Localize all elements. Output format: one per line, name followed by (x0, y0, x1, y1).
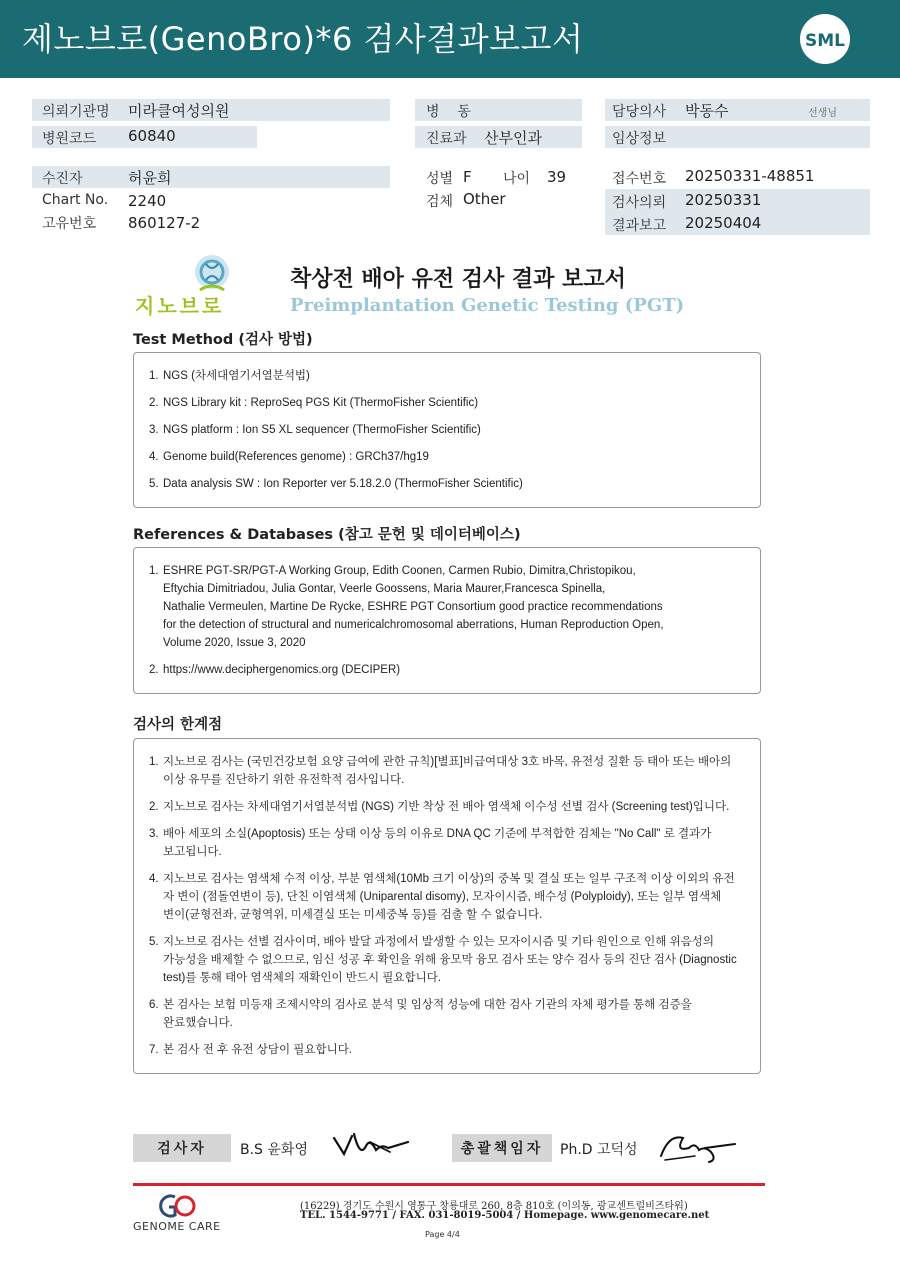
request-value: 20250331 (685, 191, 762, 209)
id-value: 860127-2 (128, 214, 201, 232)
hospital-code-label: 병원코드 (42, 131, 97, 147)
patient-label: 수진자 (42, 171, 83, 187)
specimen-value: Other (463, 190, 506, 208)
age-label: 나이 (503, 171, 531, 187)
specimen-label: 검체 (426, 194, 454, 210)
sml-logo-text: SML (805, 31, 845, 51)
page-number: Page 4/4 (425, 1230, 460, 1239)
request-label: 검사의뢰 (612, 195, 667, 211)
footer-contact: TEL. 1544-9771 / FAX. 031-8019-5004 / Homepage. www.genomecare.net (300, 1210, 710, 1221)
report-value: 20250404 (685, 214, 762, 232)
director-label: 총괄책임자 (452, 1134, 552, 1162)
clinical-label: 임상정보 (612, 131, 667, 147)
references-box: 1. ESHRE PGT-SR/PGT-A Working Group, Edith Coonen, Carmen Rubio, Dimitra,Christopikou, Eftychia Dimitriadou, Julia Gontar, Veerle Goossens, Maria Maurer,Francesca Spinella, Nathalie Vermeulen, Martine De Rycke, ESHRE PGT Consortium good practice recommendations for the detection of structural and numericalchromosomal aberrations, Human Reproduction Open, Volume 2020, Issue 3, 2020 2. https://www.deciphergenomics.org (DECIPER) (133, 547, 761, 694)
sml-logo (800, 14, 850, 64)
director-signature-icon (655, 1126, 739, 1166)
institution-value: 미라클여성의원 (128, 102, 230, 120)
references-heading: References & Databases (참고 문헌 및 데이터베이스) (133, 527, 521, 543)
receipt-label: 접수번호 (612, 171, 667, 187)
department-value: 산부인과 (484, 129, 542, 147)
id-label: 고유번호 (42, 216, 97, 232)
report-header-title: 제노브로(GenoBro)*6 검사결과보고서 (22, 20, 584, 58)
sex-value: F (463, 168, 472, 186)
footer-divider (133, 1183, 765, 1186)
examiner-signature-icon (330, 1128, 412, 1164)
genome-care-logo-icon (155, 1193, 199, 1219)
doctor-value: 박동수 (685, 102, 729, 120)
report-label: 결과보고 (612, 218, 667, 234)
doctor-label: 담당의사 (612, 104, 667, 120)
test-method-box: 1. NGS (차세대염기서열분석법) 2. NGS Library kit : ReproSeq PGS Kit (ThermoFisher Scientific) 3. NGS platform : Ion S5 XL sequencer (ThermoFisher Scientific) 4. Genome build(References genome) : GRCh37/hg19 5. Data analysis SW : Ion Reporter ver 5.18.2.0 (ThermoFisher Scientific) (133, 352, 761, 508)
genome-care-company: GENOME CARE (133, 1220, 221, 1233)
sex-label: 성별 (426, 171, 454, 187)
director-name: Ph.D 고덕성 (560, 1142, 638, 1158)
report-title: 착상전 배아 유전 검사 결과 보고서 (290, 267, 626, 292)
test-method-heading: Test Method (검사 방법) (133, 332, 313, 348)
genobro-brand-text: 지노브로 (135, 294, 225, 318)
doctor-suffix: 선생님 (808, 108, 837, 119)
ward-label: 병 동 (426, 104, 471, 120)
patient-bar (32, 166, 390, 188)
institution-label: 의뢰기관명 (42, 104, 110, 120)
chart-value: 2240 (128, 192, 167, 210)
hospital-code-value: 60840 (128, 127, 176, 145)
report-subtitle: Preimplantation Genetic Testing (PGT) (290, 295, 685, 316)
examiner-name: B.S 윤화영 (240, 1142, 308, 1158)
limitations-heading: 검사의 한계점 (133, 717, 223, 733)
department-label: 진료과 (426, 131, 467, 147)
limitations-box: 1. 지노브로 검사는 (국민건강보험 요양 급여에 관한 규칙)[별표]비급여대상 3호 바목, 유전성 질환 등 태아 또는 배아의 이상 유무를 진단하기 위한 유전학적 검사입니다. 2. 지노브로 검사는 차세대염기서열분석법 (NGS) 기반 착상 전 배아 염색체 이수성 선별 검사 (Screening test)입니다. 3. 배아 세포의 소실(Apoptosis) 또는 상태 이상 등의 이유로 DNA QC 기준에 부적합한 검체는 "No Call" 로 결과가 보고됩니다. 4. 지노브로 검사는 염색체 수적 이상, 부분 염색체(10Mb 크기 이상)의 중복 및 결실 또는 일부 구조적 이상 이외의 유전 자 변이 (점돌연변이 등), 단친 이염색체 (Uniparental disomy), 모자이시즘, 배수성 (Polyploidy), 또는 일부 염색체 변이(균형전좌, 균형역위, 미세결실 또는 미세중복 등)를 검출 할 수 없습니다. 5. 지노브로 검사는 선별 검사이며, 배아 발달 과정에서 발생할 수 있는 모자이시즘 및 기타 원인으로 인해 위음성의 가능성을 배제할 수 없으므로, 임신 성공 후 확인을 위해 융모막 융모 검사 또는 양수 검사 등의 진단 검사 (Diagnostic test)를 통해 태아 염색체의 재확인이 반드시 필요합니다. 6. 본 검사는 보험 미등재 조제시약의 검사로 분석 및 임상적 성능에 대한 검사 기관의 자체 평가를 통해 검증을 완료했습니다. 7. 본 검사 전 후 유전 상담이 필요합니다. (133, 738, 761, 1074)
chart-label: Chart No. (42, 192, 109, 208)
age-value: 39 (547, 168, 567, 186)
footer-address: (16229) 경기도 수원시 영통구 창룡대로 260, 8층 810호 (이의동, 광교센트럴비즈타워) (300, 1201, 688, 1212)
receipt-value: 20250331-48851 (685, 167, 815, 185)
patient-value: 허윤희 (128, 169, 172, 187)
examiner-label: 검사자 (133, 1134, 231, 1162)
